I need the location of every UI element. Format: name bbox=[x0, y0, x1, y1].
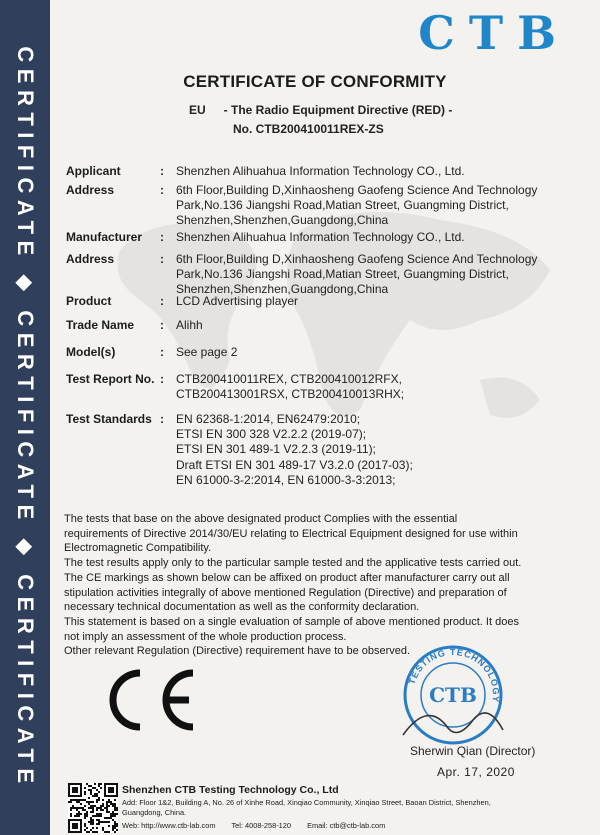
field-value-line: ETSI EN 301 489-1 V2.2.3 (2019-11); bbox=[176, 442, 376, 457]
region-label: EU bbox=[189, 103, 206, 117]
field-value bbox=[176, 230, 576, 245]
field-label: Test Report No. bbox=[66, 372, 155, 386]
field-label: Trade Name bbox=[66, 318, 135, 332]
field-value-line: EN 62368-1:2014, EN62479:2010; bbox=[176, 412, 361, 426]
field-value-line: Shenzhen,Shenzhen,Guangdong,China bbox=[176, 282, 389, 297]
field-label: Manufacturer bbox=[66, 230, 143, 244]
field-value bbox=[176, 372, 576, 402]
field-value-line: ETSI EN 300 328 V2.2.2 (2019-07); bbox=[176, 427, 367, 442]
field-colon: : bbox=[160, 183, 164, 197]
footer bbox=[122, 784, 592, 830]
footer-address-line: Add: Floor 1&2, Building A, No. 26 of Xinhe Road, Xinqiao Community, Xinqiao Street, Baoan District, Shenzhen, bbox=[122, 798, 491, 807]
footer-company: Shenzhen CTB Testing Technology Co., Ltd bbox=[122, 784, 339, 796]
signer-name: Sherwin Qian (Director) bbox=[410, 744, 536, 758]
conformity-statement bbox=[64, 512, 584, 659]
ctb-logo: CTB bbox=[418, 6, 570, 60]
field-colon: : bbox=[160, 294, 164, 308]
seal-center-text: CTB bbox=[429, 683, 477, 707]
field-value-line: CTB200413001RSX, CTB200410013RHX; bbox=[176, 387, 405, 402]
field-value bbox=[176, 318, 576, 333]
field-label: Model(s) bbox=[66, 345, 116, 359]
issue-date: Apr. 17, 2020 bbox=[437, 765, 515, 779]
footer-tel: Tel: 4008-258-120 bbox=[231, 821, 292, 830]
side-banner-text: CERTIFICATE ◆ CERTIFICATE ◆ CERTIFICATE bbox=[13, 46, 38, 790]
field-value-line: Alihh bbox=[176, 318, 203, 332]
field-value-line: CTB200410011REX, CTB200410012RFX, bbox=[176, 372, 402, 386]
statement-line: Other relevant Regulation (Directive) requirement have to be observed. bbox=[64, 645, 411, 658]
field-value-line: LCD Advertising player bbox=[176, 294, 299, 308]
field-value bbox=[176, 183, 576, 229]
ce-mark-icon bbox=[95, 665, 205, 735]
field-label: Address bbox=[66, 183, 115, 197]
certificate-title: CERTIFICATE OF CONFORMITY bbox=[183, 72, 447, 91]
directive-label: - The Radio Equipment Directive (RED) - bbox=[223, 103, 453, 117]
statement-line: The test results apply only to the particular sample tested and the applicative tests carried out. bbox=[64, 557, 522, 570]
field-colon: : bbox=[160, 412, 164, 426]
statement-line: requirements of Directive 2014/30/EU relating to Electrical Equipment designed for use within bbox=[64, 527, 518, 540]
field-value bbox=[176, 164, 576, 179]
field-value-line: Park,No.136 Jiangshi Road,Matian Street, Guangming District, bbox=[176, 198, 509, 213]
field-value-line: EN 61000-3-2:2014, EN 61000-3-3:2013; bbox=[176, 472, 396, 487]
certificate-number: No. CTB200410011REX-ZS bbox=[233, 122, 384, 136]
field-colon: : bbox=[160, 372, 164, 386]
directive-line bbox=[189, 103, 452, 117]
field-value-line: See page 2 bbox=[176, 345, 238, 359]
field-label: Product bbox=[66, 294, 112, 308]
statement-line: not imply an assessment of the whole production process. bbox=[64, 630, 347, 643]
field-label: Address bbox=[66, 252, 115, 266]
statement-line: The CE markings as shown below can be affixed on product after manufacturer carry out all bbox=[64, 571, 510, 584]
field-label: Test Standards bbox=[66, 412, 152, 426]
side-banner bbox=[0, 0, 50, 835]
field-value bbox=[176, 294, 576, 309]
field-value-line: Shenzhen Alihuahua Information Technology CO., Ltd. bbox=[176, 164, 465, 178]
statement-line: This statement is based on a single evaluation of sample of above mentioned product. It does bbox=[64, 615, 519, 628]
field-colon: : bbox=[160, 230, 164, 244]
field-value-line: Park,No.136 Jiangshi Road,Matian Street, Guangming District, bbox=[176, 267, 509, 282]
field-value bbox=[176, 252, 576, 298]
footer-web[interactable]: Web: http://www.ctb-lab.com bbox=[122, 821, 216, 830]
field-value-line: 6th Floor,Building D,Xinhaosheng Gaofeng Science And Technology bbox=[176, 183, 538, 197]
statement-line: stipulation activities integrally of above mentioned Regulation (Directive) and preparation of bbox=[64, 586, 507, 599]
field-colon: : bbox=[160, 252, 164, 266]
statement-line: The tests that base on the above designated product Complies with the essential bbox=[64, 513, 458, 525]
field-colon: : bbox=[160, 345, 164, 359]
statement-line: Electromagnetic Compatibility. bbox=[64, 542, 212, 555]
qr-code-icon bbox=[68, 783, 118, 833]
footer-email[interactable]: Email: ctb@ctb-lab.com bbox=[307, 821, 386, 830]
field-colon: : bbox=[160, 318, 164, 332]
seal-ring-text: TESTING TECHNOLOGY bbox=[406, 646, 502, 704]
field-value bbox=[176, 412, 576, 488]
field-colon: : bbox=[160, 164, 164, 178]
field-value bbox=[176, 345, 576, 360]
field-value-line: Shenzhen Alihuahua Information Technology CO., Ltd. bbox=[176, 230, 465, 244]
footer-contact bbox=[122, 821, 592, 830]
field-label: Applicant bbox=[66, 164, 121, 178]
field-value-line: 6th Floor,Building D,Xinhaosheng Gaofeng Science And Technology bbox=[176, 252, 538, 266]
statement-line: necessary technical documentation as well as the conformity declaration. bbox=[64, 601, 420, 614]
field-value-line: Draft ETSI EN 301 489-17 V3.2.0 (2017-03); bbox=[176, 457, 413, 472]
ctb-seal-icon bbox=[398, 640, 508, 750]
footer-address-line: Guangdong, China. bbox=[122, 808, 187, 817]
field-value-line: Shenzhen,Shenzhen,Guangdong,China bbox=[176, 213, 389, 228]
